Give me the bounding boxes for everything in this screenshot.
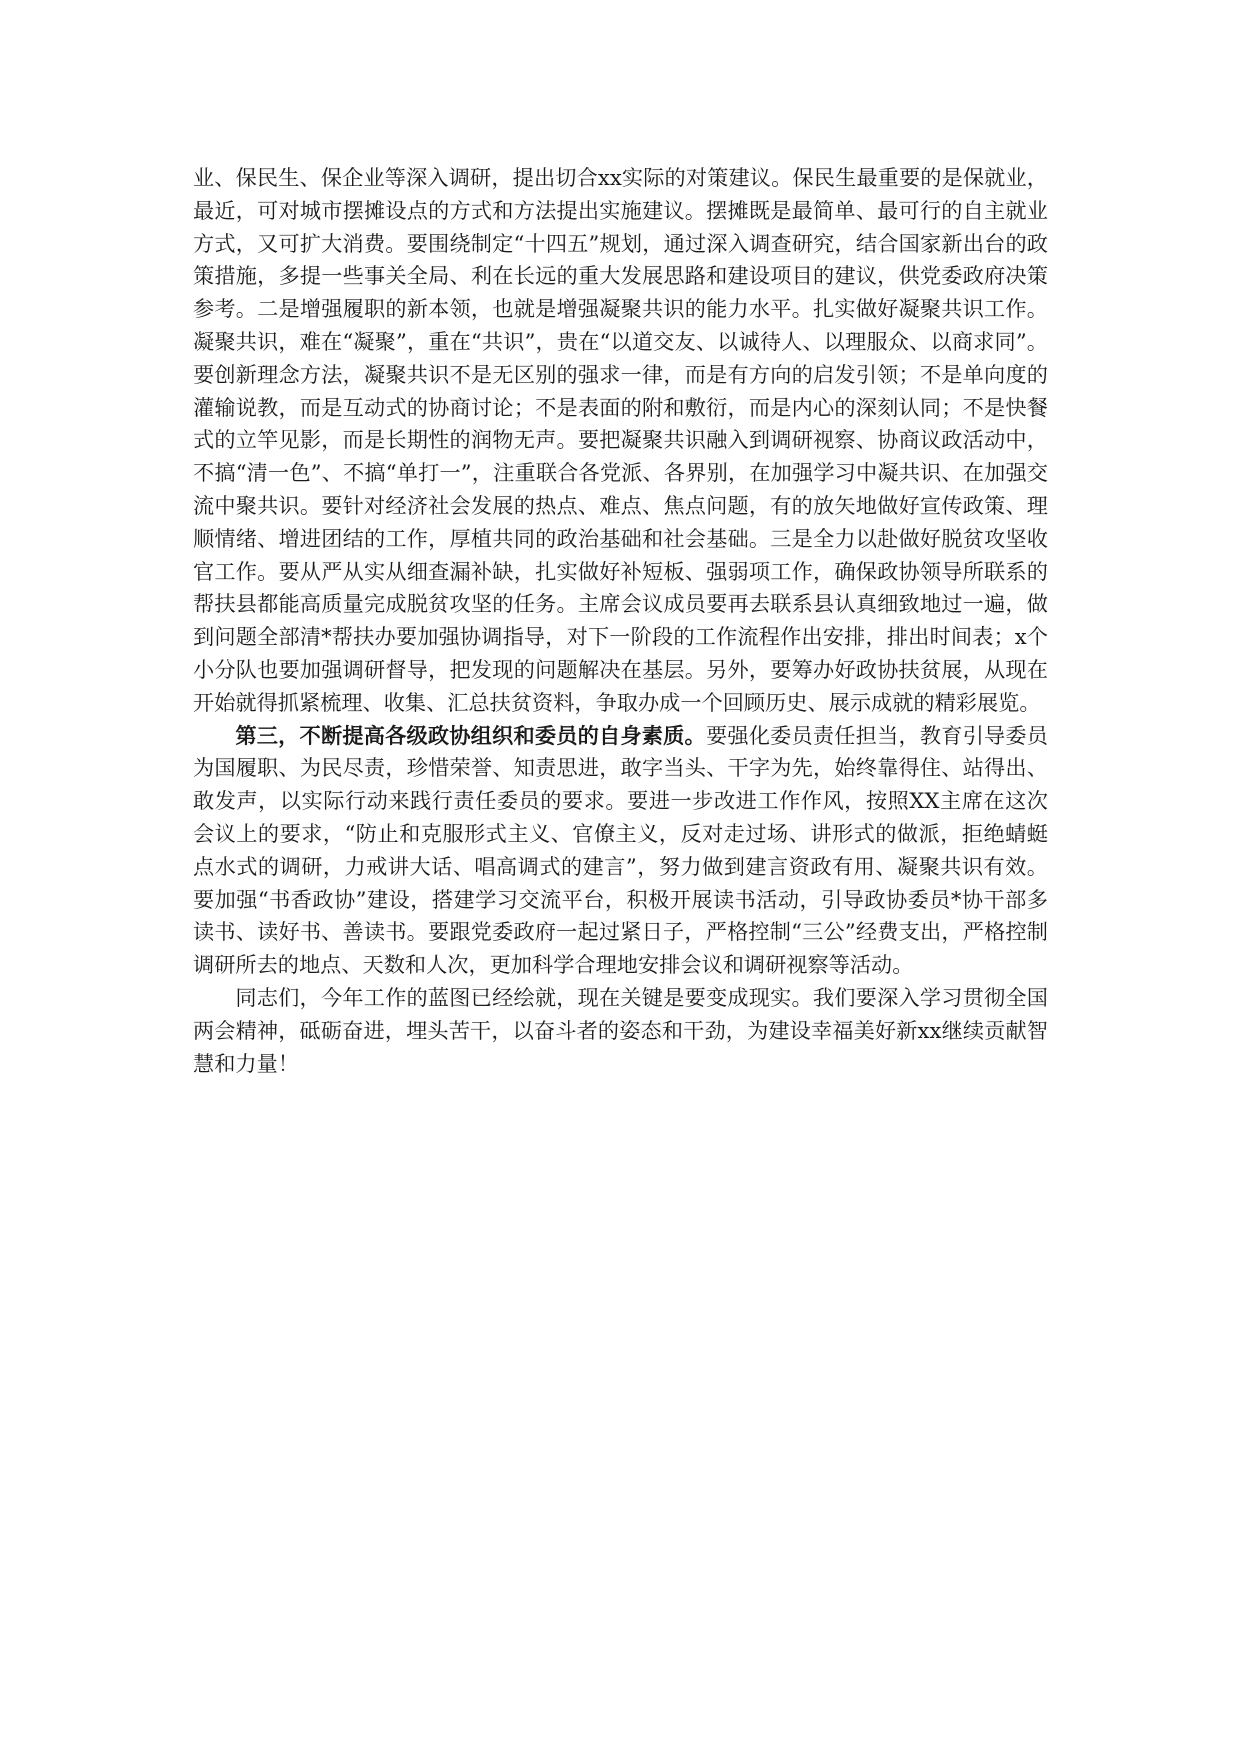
document-body [193, 162, 1048, 1080]
paragraph-heading: 第三，不断提高各级政协组织和委员的自身素质。 [235, 722, 706, 748]
paragraph-continued: 业、保民生、保企业等深入调研，提出切合xx实际的对策建议。保民生最重要的是保就业，最近，可对城市摆摊设点的方式和方法提出实施建议。摆摊既是最简单、最可行的自主就业方式，又可扩大消费。要围绕制定“十四五”规划，通过深入调查研究，结合国家新出台的政策措施，多提一些事关全局、利在长远的重大发展思路和建设项目的建议，供党委政府决策参考。二是增强履职的新本领，也就是增强凝聚共识的能力水平。扎实做好凝聚共识工作。凝聚共识，难在“凝聚”，重在“共识”，贵在“以道交友、以诚待人、以理服众、以商求同”。要创新理念方法，凝聚共识不是无区别的强求一律，而是有方向的启发引领；不是单向度的灌输说教，而是互动式的协商讨论；不是表面的附和敷衍，而是内心的深刻认同；不是快餐式的立竿见影，而是长期性的润物无声。要把凝聚共识融入到调研视察、协商议政活动中，不搞“清一色”、不搞“单打一”，注重联合各党派、各界别，在加强学习中凝共识、在加强交流中聚共识。要针对经济社会发展的热点、难点、焦点问题，有的放矢地做好宣传政策、理顺情绪、增进团结的工作，厚植共同的政治基础和社会基础。三是全力以赴做好脱贫攻坚收官工作。要从严从实从细查漏补缺，扎实做好补短板、强弱项工作，确保政协领导所联系的帮扶县都能高质量完成脱贫攻坚的任务。主席会议成员要再去联系县认真细致地过一遍，做到问题全部清*帮扶办要加强协调指导，对下一阶段的工作流程作出安排，排出时间表；x个小分队也要加强调研督导，把发现的问题解决在基层。另外，要筹办好政协扶贫展，从现在开始就得抓紧梳理、收集、汇总扶贫资料，争取办成一个回顾历史、展示成就的精彩展览。 [193, 165, 1048, 715]
paragraph-closing: 同志们，今年工作的蓝图已经绘就，现在关键是要变成现实。我们要深入学习贯彻全国两会精神，砥砺奋进，埋头苦干，以奋斗者的姿态和干劲，为建设幸福美好新xx继续贡献智慧和力量！ [193, 984, 1048, 1076]
paragraph-body: 要强化委员责任担当，教育引导委员为国履职、为民尽责，珍惜荣誉、知责思进，敢字当头、干字为先，始终靠得住、站得出、敢发声，以实际行动来践行责任委员的要求。要进一步改进工作作风，按照XX主席在这次会议上的要求，“防止和克服形式主义、官僚主义，反对走过场、讲形式的做派，拒绝蜻蜓点水式的调研，力戒讲大话、唱高调式的建言”，努力做到建言资政有用、凝聚共识有效。要加强“书香政协”建设，搭建学习交流平台，积极开展读书活动，引导政协委员*协干部多读书、读好书、善读书。要跟党委政府一起过紧日子，严格控制“三公”经费支出，严格控制调研所去的地点、天数和人次，更加科学合理地安排会议和调研视察等活动。 [193, 722, 1048, 978]
paragraph-third-point [193, 720, 1048, 982]
